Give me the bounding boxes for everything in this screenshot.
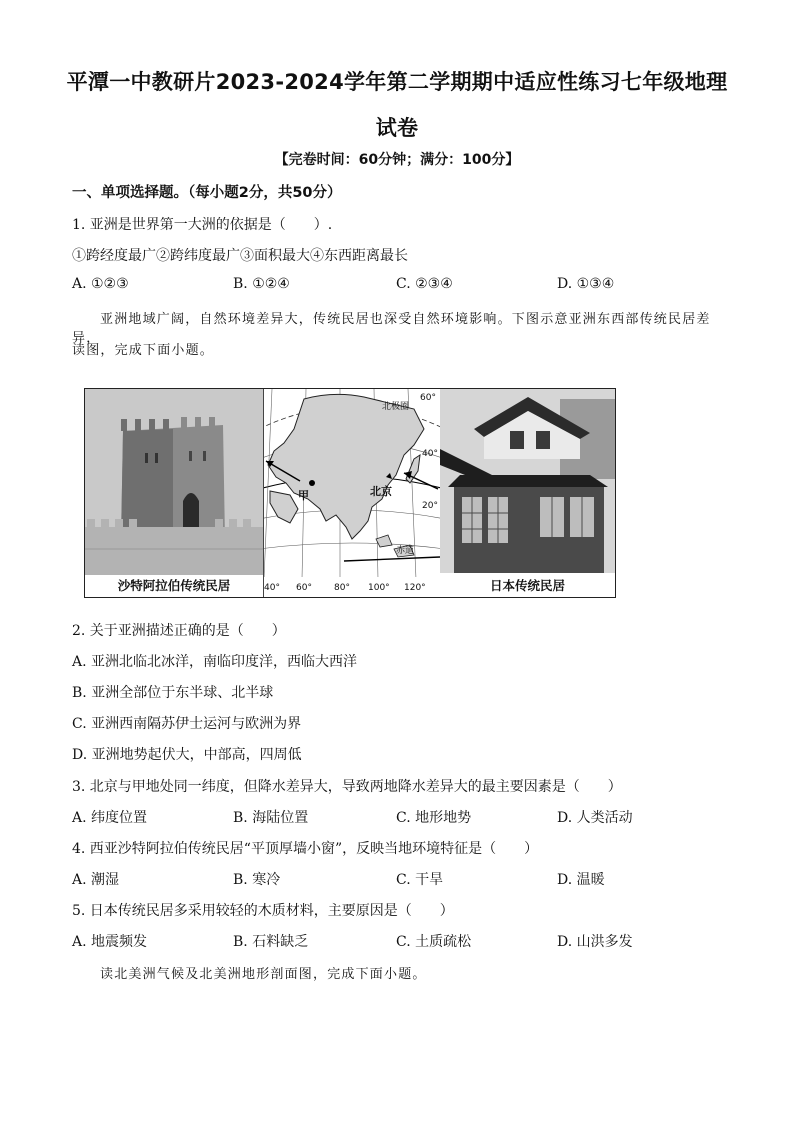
section-heading-single-choice: 一、单项选择题。（每小题2分，共50分） xyxy=(72,185,342,201)
q5-option-d[interactable]: D. 山洪多发 xyxy=(557,934,633,950)
intro-paragraph-line1: 亚洲地域广阔，自然环境差异大，传统民居也深受自然环境影响。下图示意亚洲东西部传统民居差异， xyxy=(72,312,711,346)
q4-stem: 4. 西亚沙特阿拉伯传统民居“平顶厚墙小窗”，反映当地环境特征是（ ） xyxy=(72,841,539,857)
map-label-arctic-circle: 北极圈 xyxy=(382,402,410,412)
intro-paragraph-2: 读北美洲气候及北美洲地形剖面图，完成下面小题。 xyxy=(100,967,427,982)
q4-option-c[interactable]: C. 干旱 xyxy=(396,872,444,888)
exam-time-info: 【完卷时间：60分钟；满分：100分】 xyxy=(274,152,520,168)
caption-japan-house: 日本传统民居 xyxy=(440,575,615,597)
q2-option-d[interactable]: D. 亚洲地势起伏大，中部高，四周低 xyxy=(72,747,302,763)
exam-title-line2: 试卷 xyxy=(375,116,419,140)
q3-option-c[interactable]: C. 地形地势 xyxy=(396,810,472,826)
intro-paragraph-line2: 读图，完成下面小题。 xyxy=(72,343,215,358)
map-lat-tick-60: 60° xyxy=(420,393,436,403)
q1-items: ①跨经度最广②跨纬度最广③面积最大④东西距离最长 xyxy=(72,248,408,264)
q3-option-d[interactable]: D. 人类活动 xyxy=(557,810,633,826)
map-lat-tick-20: 20° xyxy=(422,501,438,511)
q3-option-a[interactable]: A. 纬度位置 xyxy=(72,810,148,826)
map-lat-tick-40: 40° xyxy=(422,449,438,459)
q3-option-b[interactable]: B. 海陆位置 xyxy=(233,810,309,826)
q5-option-c[interactable]: C. 土质疏松 xyxy=(396,934,472,950)
q4-option-d[interactable]: D. 温暖 xyxy=(557,872,605,888)
map-lon-tick-40: 40° xyxy=(264,583,280,593)
q5-stem: 5. 日本传统民居多采用较轻的木质材料，主要原因是（ ） xyxy=(72,903,454,919)
q1-stem: 1. 亚洲是世界第一大洲的依据是（ ）. xyxy=(72,217,333,233)
q2-option-c[interactable]: C. 亚洲西南隔苏伊士运河与欧洲为界 xyxy=(72,716,302,732)
q1-option-a[interactable]: A. ①②③ xyxy=(72,276,129,292)
map-label-jia: 甲 xyxy=(298,489,309,502)
q5-option-b[interactable]: B. 石料缺乏 xyxy=(233,934,309,950)
asia-dwellings-figure xyxy=(84,388,616,598)
exam-title-line1: 平潭一中教研片2023-2024学年第二学期期中适应性练习七年级地理 xyxy=(66,70,728,94)
japan-house-illustration xyxy=(440,389,615,597)
map-lon-tick-80: 80° xyxy=(334,583,350,593)
q3-stem: 3. 北京与甲地处同一纬度，但降水差异大，导致两地降水差异大的最主要因素是（ ） xyxy=(72,779,622,795)
q1-option-c[interactable]: C. ②③④ xyxy=(396,276,453,292)
saudi-house-photo xyxy=(85,389,263,597)
saudi-house-illustration xyxy=(85,389,263,597)
q2-stem: 2. 关于亚洲描述正确的是（ ） xyxy=(72,623,286,639)
q1-option-d[interactable]: D. ①③④ xyxy=(557,276,615,292)
map-lon-tick-60: 60° xyxy=(296,583,312,593)
q2-option-a[interactable]: A. 亚洲北临北冰洋，南临印度洋，西临大西洋 xyxy=(72,654,358,670)
q4-option-a[interactable]: A. 潮湿 xyxy=(72,872,120,888)
map-lon-tick-120: 120° xyxy=(404,583,426,593)
q2-option-b[interactable]: B. 亚洲全部位于东半球、北半球 xyxy=(72,685,274,701)
japan-house-photo xyxy=(440,389,615,597)
map-lon-tick-100: 100° xyxy=(368,583,390,593)
asia-map xyxy=(263,389,441,597)
q4-option-b[interactable]: B. 寒冷 xyxy=(233,872,281,888)
q1-option-b[interactable]: B. ①②④ xyxy=(233,276,290,292)
map-label-equator: 赤道 xyxy=(396,546,415,556)
q5-option-a[interactable]: A. 地震频发 xyxy=(72,934,148,950)
asia-map-drawing xyxy=(264,389,440,597)
map-label-beijing: 北京 xyxy=(370,485,392,498)
caption-saudi-house: 沙特阿拉伯传统民居 xyxy=(85,575,263,597)
